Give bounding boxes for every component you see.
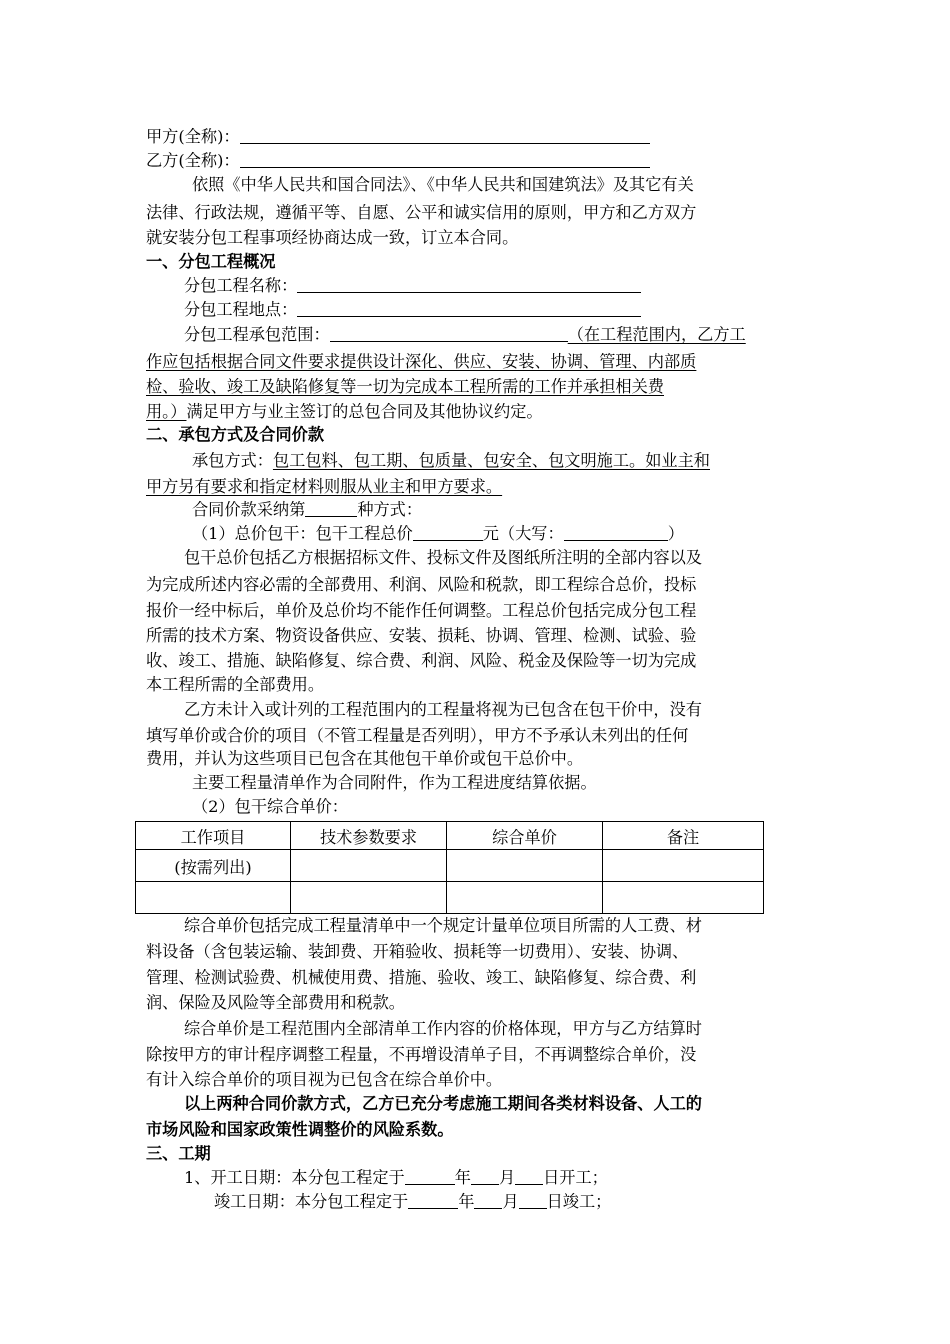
scope-blank[interactable] [330, 324, 568, 342]
lump-desc-line-4: 所需的技术方案、物资设备供应、安装、损耗、协调、管理、检测、试验、验 [146, 626, 697, 645]
party-b-label: 乙方(全称)： [146, 151, 240, 170]
price-adopt-text-1: 合同价款采纳第 [192, 500, 306, 519]
table-cell[interactable] [291, 882, 447, 914]
unit-price-table [135, 821, 764, 914]
price-method-blank[interactable] [305, 499, 357, 517]
month-label: 月 [502, 1192, 519, 1211]
project-name-blank[interactable] [297, 275, 641, 293]
lump-desc-line-5: 收、竣工、措施、缺陷修复、综合费、利润、风险、税金及保险等一切为完成 [146, 651, 697, 670]
table-cell[interactable] [447, 882, 603, 914]
start-date-line [184, 1166, 844, 1190]
risk-line-1: 以上两种合同价款方式，乙方已充分考虑施工期间各类材料设备、人工的 [184, 1094, 702, 1113]
lump-desc-line-6: 本工程所需的全部费用。 [146, 675, 325, 694]
unit-embody-line-2: 除按甲方的审计程序调整工程量，不再增设清单子目，不再调整综合单价，没 [146, 1045, 697, 1064]
lump-sum-capital-blank[interactable] [564, 523, 668, 541]
bill-note-line: 主要工程量清单作为合同附件，作为工程进度结算依据。 [192, 773, 597, 792]
end-date-line [214, 1190, 874, 1214]
party-b-blank[interactable] [240, 150, 650, 168]
unit-price-label: （2）包干综合单价： [192, 797, 348, 816]
lump-sum-text-3: ） [667, 524, 684, 543]
table-cell[interactable] [447, 850, 603, 882]
mode-line-2: 甲方另有要求和指定材料则服从业主和甲方要求。 [146, 477, 503, 496]
start-month-blank[interactable] [471, 1167, 499, 1185]
table-header-row [136, 822, 764, 850]
unit-embody-line-1: 综合单价是工程范围内全部清单工作内容的价格体现，甲方与乙方结算时 [184, 1019, 702, 1038]
uncounted-line-3: 费用，并认为这些项目已包含在其他包干单价或包干总价中。 [146, 749, 584, 768]
scope-end-text: 满足甲方与业主签订的总包合同及其他协议约定。 [186, 402, 543, 421]
lump-sum-line [192, 522, 852, 546]
table-header-cell: 技术参数要求 [291, 822, 447, 850]
end-year-blank[interactable] [408, 1191, 458, 1209]
month-label: 月 [498, 1168, 516, 1187]
lump-sum-text-2: 元（大写： [482, 524, 564, 543]
table-header-cell: 备注 [603, 822, 764, 850]
mode-label: 承包方式： [192, 451, 273, 470]
end-month-blank[interactable] [474, 1191, 502, 1209]
lump-desc-line-1: 包干总价包括乙方根据招标文件、投标文件及图纸所注明的全部内容以及 [184, 548, 702, 567]
scope-end-underlined: 用。） [146, 402, 187, 421]
end-day-blank[interactable] [519, 1191, 547, 1209]
price-adopt-line [192, 498, 852, 522]
section-1-title: 一、分包工程概况 [146, 252, 276, 271]
unit-desc-line-1: 综合单价包括完成工程量清单中一个规定计量单位项目所需的人工费、材 [184, 916, 702, 935]
scope-line-1 [184, 323, 844, 347]
risk-line-2: 市场风险和国家政策性调整价的风险系数。 [146, 1120, 454, 1139]
scope-line-2: 作应包括根据合同文件要求提供设计深化、供应、安装、协调、管理、内部质 [146, 352, 697, 371]
end-day-label: 日竣工； [546, 1192, 612, 1211]
year-label: 年 [458, 1192, 475, 1211]
lump-desc-line-2: 为完成所述内容必需的全部费用、利润、风险和税款，即工程综合总价，投标 [146, 575, 697, 594]
year-label: 年 [454, 1168, 471, 1187]
section-2-title: 二、承包方式及合同价款 [146, 425, 325, 444]
project-location-label: 分包工程地点： [184, 300, 298, 319]
intro-line-2: 法律、行政法规，遵循平等、自愿、公平和诚实信用的原则，甲方和乙方双方 [146, 203, 697, 222]
table-cell[interactable] [603, 882, 764, 914]
scope-label: 分包工程承包范围： [184, 325, 330, 344]
lump-sum-text-1: （1）总价包干：包干工程总价 [192, 524, 413, 543]
table-cell[interactable] [136, 882, 291, 914]
table-cell[interactable] [291, 850, 447, 882]
table-header-cell: 工作项目 [136, 822, 291, 850]
project-name-label: 分包工程名称： [184, 276, 298, 295]
price-adopt-text-2: 种方式： [357, 500, 423, 519]
party-a-blank[interactable] [240, 126, 650, 144]
mode-line-1 [192, 449, 852, 473]
intro-line-1: 依照《中华人民共和国合同法》、《中华人民共和国建筑法》及其它有关 [192, 175, 694, 194]
table-cell[interactable] [603, 850, 764, 882]
start-day-blank[interactable] [515, 1167, 543, 1185]
table-row [136, 850, 764, 882]
intro-line-3: 就安装分包工程事项经协商达成一致，订立本合同。 [146, 228, 519, 247]
lump-sum-amount-blank[interactable] [413, 523, 483, 541]
start-day-label: 日开工； [543, 1168, 608, 1187]
project-location-blank[interactable] [297, 299, 641, 317]
party-a-line [146, 125, 806, 149]
scope-text-1: （在工程范围内，乙方工 [567, 325, 746, 344]
table-header-cell: 综合单价 [447, 822, 603, 850]
table-row [136, 882, 764, 914]
mode-text-1: 包工包料、包工期、包质量、包安全、包文明施工。如业主和 [272, 451, 710, 470]
uncounted-line-2: 填写单价或合价的项目（不管工程量是否列明），甲方不予承认未列出的任何 [146, 726, 689, 745]
party-b-line [146, 149, 806, 173]
scope-line-3: 检、验收、竣工及缺陷修复等一切为完成本工程所需的工作并承担相关费 [146, 377, 664, 396]
unit-desc-line-3: 管理、检测试验费、机械使用费、措施、验收、竣工、缺陷修复、综合费、利 [146, 968, 697, 987]
start-year-blank[interactable] [405, 1167, 455, 1185]
end-date-label: 竣工日期：本分包工程定于 [214, 1192, 409, 1211]
start-date-label: 1、开工日期：本分包工程定于 [184, 1168, 405, 1187]
unit-desc-line-4: 润、保险及风险等全部费用和税款。 [146, 993, 405, 1012]
lump-desc-line-3: 报价一经中标后，单价及总价均不能作任何调整。工程总价包括完成分包工程 [146, 601, 697, 620]
project-name-line [184, 274, 844, 298]
unit-desc-line-2: 料设备（含包装运输、装卸费、开箱验收、损耗等一切费用）、安装、协调、 [146, 942, 689, 961]
section-3-title: 三、工期 [146, 1144, 211, 1163]
party-a-label: 甲方(全称)： [146, 127, 240, 146]
project-location-line [184, 298, 844, 322]
unit-embody-line-3: 有计入综合单价的项目视为已包含在综合单价中。 [146, 1070, 503, 1089]
table-cell: (按需列出) [136, 850, 291, 882]
scope-line-4 [146, 400, 806, 424]
uncounted-line-1: 乙方未计入或计列的工程范围内的工程量将视为已包含在包干价中，没有 [184, 700, 702, 719]
